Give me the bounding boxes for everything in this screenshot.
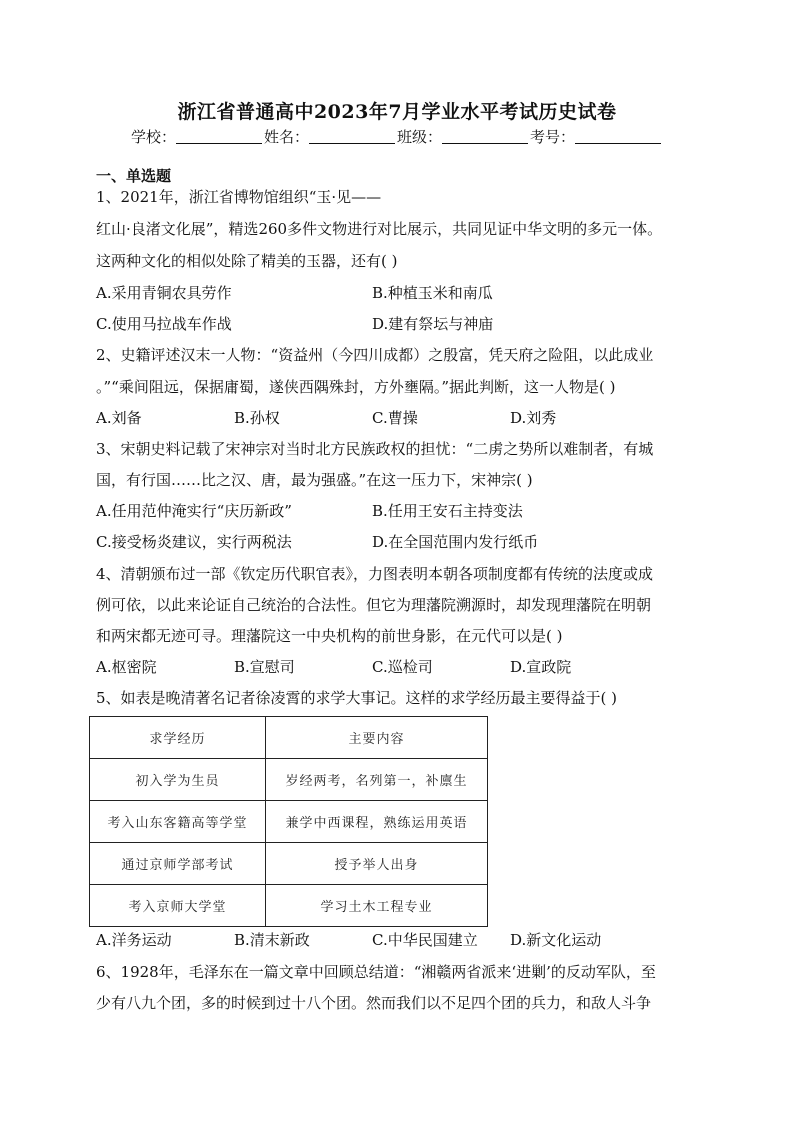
table-header-row — [90, 717, 488, 759]
school-label: 学校： — [130, 128, 176, 146]
q2-line-1: 2、史籍评述汉末一人物：“资益州（今四川成都）之殷富，凭天府之险阻，以此成业 — [96, 346, 654, 364]
exam-title: 浙江省普通高中2023年7月学业水平考试历史试卷 — [177, 101, 617, 123]
q2-option-d[interactable]: D.刘秀 — [510, 409, 557, 427]
q4-option-a[interactable]: A.枢密院 — [96, 658, 157, 676]
q3-option-b[interactable]: B.任用王安石主持变法 — [372, 502, 523, 520]
q5-option-d[interactable]: D.新文化运动 — [510, 931, 602, 949]
q1-line-1: 1、2021年，浙江省博物馆组织“玉·见—— — [96, 188, 382, 206]
q2-option-c[interactable]: C.曹操 — [372, 409, 418, 427]
q2-option-b[interactable]: B.孙权 — [234, 409, 280, 427]
table-row — [90, 801, 488, 843]
exam-number-blank[interactable] — [575, 129, 661, 144]
q3-option-a[interactable]: A.任用范仲淹实行“庆历新政” — [96, 502, 292, 520]
table-cell: 兼学中西课程，熟练运用英语 — [266, 801, 488, 843]
q5-option-c[interactable]: C.中华民国建立 — [372, 931, 478, 949]
q5-option-b[interactable]: B.清末新政 — [234, 931, 310, 949]
q1-option-d[interactable]: D.建有祭坛与神庙 — [372, 315, 494, 333]
table-cell: 初入学为生员 — [90, 759, 266, 801]
table-row — [90, 843, 488, 885]
q3-option-c[interactable]: C.接受杨炎建议，实行两税法 — [96, 533, 292, 551]
student-info-line — [0, 126, 794, 147]
q6-line-1: 6、1928年，毛泽东在一篇文章中回顾总结道：“湘赣两省派来‘进剿’的反动军队，至 — [96, 963, 656, 981]
table-cell: 考入京师大学堂 — [90, 885, 266, 927]
table-header-cell: 求学经历 — [90, 717, 266, 759]
q1-option-c[interactable]: C.使用马拉战车作战 — [96, 315, 232, 333]
q3-option-d[interactable]: D.在全国范围内发行纸币 — [372, 533, 539, 551]
q1-option-b[interactable]: B.种植玉米和南瓜 — [372, 284, 493, 302]
q4-option-b[interactable]: B.宣慰司 — [234, 658, 295, 676]
table-cell: 学习土木工程专业 — [266, 885, 488, 927]
name-label: 姓名： — [263, 128, 309, 146]
exam-number-label: 考号： — [530, 128, 576, 146]
table-cell: 通过京师学部考试 — [90, 843, 266, 885]
table-header-cell: 主要内容 — [266, 717, 488, 759]
q3-line-1: 3、宋朝史料记载了宋神宗对当时北方民族政权的担忧：“二虏之势所以难制者，有城 — [96, 440, 654, 458]
name-blank[interactable] — [309, 129, 395, 144]
q4-line-2: 例可依，以此来论证自己统治的合法性。但它为理藩院溯源时，却发现理藩院在明朝 — [96, 596, 652, 614]
section-heading: 一、单选题 — [96, 167, 172, 185]
q1-line-2: 红山·良渚文化展”，精选260多件文物进行对比展示，共同见证中华文明的多元一体。 — [96, 220, 663, 238]
table-row — [90, 885, 488, 927]
q5-line-1: 5、如表是晚清著名记者徐凌霄的求学大事记。这样的求学经历最主要得益于( ) — [96, 689, 618, 707]
q2-line-2: 。”“乘间阻远，保据庸蜀，遂侠西隅殊封，方外壅隔。”据此判断，这一人物是( ) — [96, 378, 616, 396]
q2-option-a[interactable]: A.刘备 — [96, 409, 142, 427]
q3-line-2: 国，有行国……比之汉、唐，最为强盛。”在这一压力下，宋神宗( ) — [96, 471, 533, 489]
q4-line-1: 4、清朝颁布过一部《钦定历代职官表》，力图表明本朝各项制度都有传统的法度或成 — [96, 565, 654, 583]
q4-line-3: 和两宋都无迹可寻。理藩院这一中央机构的前世身影，在元代可以是( ) — [96, 627, 563, 645]
study-history-table — [89, 716, 488, 927]
table-cell: 岁经两考，名列第一，补廪生 — [266, 759, 488, 801]
q4-option-d[interactable]: D.宣政院 — [510, 658, 572, 676]
q5-option-a[interactable]: A.洋务运动 — [96, 931, 172, 949]
class-blank[interactable] — [442, 129, 528, 144]
class-label: 班级： — [397, 128, 443, 146]
school-blank[interactable] — [176, 129, 262, 144]
q6-line-2: 少有八九个团，多的时候到过十八个团。然而我们以不足四个团的兵力，和敌人斗争 — [96, 994, 652, 1012]
q4-option-c[interactable]: C.巡检司 — [372, 658, 433, 676]
table-row — [90, 759, 488, 801]
table-cell: 授予举人出身 — [266, 843, 488, 885]
q1-option-a[interactable]: A.采用青铜农具劳作 — [96, 284, 232, 302]
q1-line-3: 这两种文化的相似处除了精美的玉器，还有( ) — [96, 252, 398, 270]
table-cell: 考入山东客籍高等学堂 — [90, 801, 266, 843]
